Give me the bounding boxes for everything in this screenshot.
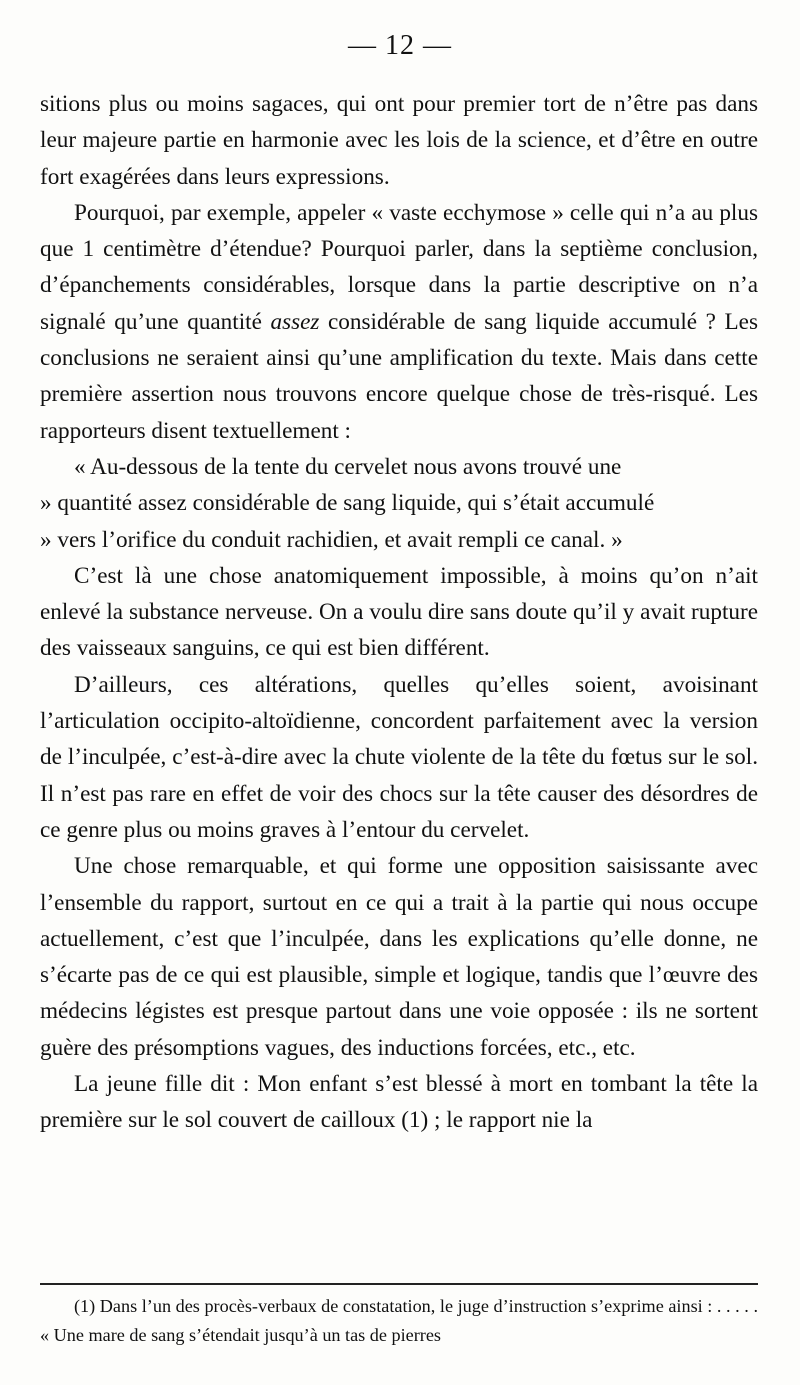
body-text bbox=[40, 86, 758, 1139]
footnote-text: (1) Dans l’un des procès-verbaux de constatation, le juge d’instruction s’exprime ainsi : . . . . . « Une mare de sang s’étendait jusqu’à un tas de pierres bbox=[40, 1296, 758, 1345]
emphasis-assez: assez bbox=[270, 308, 320, 335]
footnote bbox=[40, 1292, 758, 1350]
paragraph-remarquable: Une chose remarquable, et qui forme une opposition saisissante avec l’ensemble du rapport, surtout en ce qui a trait à la partie qui nous occupe actuellement, c’est que l’inculpée, dans les explications qu’elle donne, ne s’écarte pas de ce qui est plausible, simple et logique, tandis que l’œuvre des médecins légistes est presque partout dans une voie opposée : ils ne sortent guère des présomptions vagues, des inductions forcées, etc., etc. bbox=[40, 853, 758, 1061]
quote-line: » quantité assez considérable de sang liquide, qui s’était accumulé bbox=[40, 490, 655, 517]
paragraph-alterations: D’ailleurs, ces altérations, quelles qu’elles soient, avoisinant l’articulation occipito-altoïdienne, concordent parfaitement avec la version de l’inculpée, c’est-à-dire avec la chute violente de la tête du fœtus sur le sol. Il n’est pas rare en effet de voir des chocs sur la tête causer des désordres de ce genre plus ou moins graves à l’entour du cervelet. bbox=[40, 671, 758, 843]
page-number: — 12 — bbox=[348, 30, 452, 61]
paragraph-jeune-fille: La jeune fille dit : Mon enfant s’est blessé à mort en tombant la tête la première sur le sol couvert de cailloux (1) ; le rapport nie la bbox=[40, 1071, 758, 1134]
quote-line: « Au-dessous de la tente du cervelet nous avons trouvé une bbox=[74, 453, 622, 480]
paragraph-ecchymose bbox=[40, 195, 758, 449]
block-quote bbox=[40, 449, 758, 558]
quote-line: » vers l’orifice du conduit rachidien, et avait rempli ce canal. » bbox=[40, 526, 623, 553]
paragraph-ecchymose-part1: Pourquoi, par exemple, appeler « vaste ecchymose » celle qui n’a au plus que 1 centimètre d’étendue? Pourquoi parler, dans la septième conclusion, d’épanchements considérables, lorsque dans la partie descriptive on n’a signalé qu’une quantité bbox=[40, 199, 758, 335]
paragraph-ecchymose-part2: considérable de sang liquide accumulé ? Les conclusions ne seraient ainsi qu’une amplification du texte. Mais dans cette première assertion nous trouvons encore quelque chose de très-risqué. Les rapporteurs disent textuellement : bbox=[40, 308, 758, 444]
paragraph-continuation: sitions plus ou moins sagaces, qui ont pour premier tort de n’être pas dans leur majeure partie en harmonie avec les lois de la science, et d’être en outre fort exagérées dans leurs expressions. bbox=[40, 91, 758, 190]
footnote-divider bbox=[40, 1283, 758, 1285]
paragraph-anatomique: C’est là une chose anatomiquement impossible, à moins qu’on n’ait enlevé la substance nerveuse. On a voulu dire sans doute qu’il y avait rupture des vaisseaux sanguins, ce qui est bien différent. bbox=[40, 562, 758, 662]
